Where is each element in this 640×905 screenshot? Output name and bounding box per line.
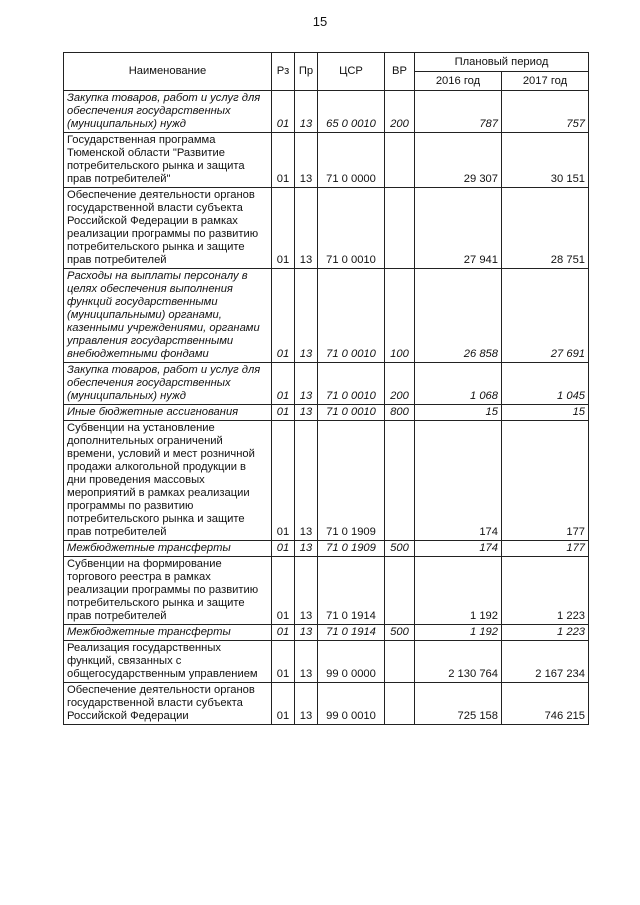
- cell-rz: 01: [272, 363, 295, 405]
- cell-2016: 1 192: [415, 625, 502, 641]
- cell-pr: 13: [295, 188, 318, 269]
- table-header: [64, 53, 589, 91]
- cell-pr: 13: [295, 269, 318, 363]
- cell-vr: 200: [385, 363, 415, 405]
- cell-csr: 71 0 1909: [318, 541, 385, 557]
- table-row: [64, 557, 589, 625]
- cell-rz: 01: [272, 625, 295, 641]
- table-body: [64, 91, 589, 725]
- cell-name: Закупка товаров, работ и услуг для обеспечения государственных (муниципальных) нужд: [64, 91, 272, 133]
- cell-pr: 13: [295, 91, 318, 133]
- table-row: [64, 683, 589, 725]
- cell-name: Реализация государственных функций, связанных с общегосударственным управлением: [64, 641, 272, 683]
- table-row: [64, 541, 589, 557]
- cell-pr: 13: [295, 625, 318, 641]
- cell-vr: 100: [385, 269, 415, 363]
- table-row: [64, 641, 589, 683]
- cell-2016: 174: [415, 541, 502, 557]
- table-row: [64, 421, 589, 541]
- cell-2016: 26 858: [415, 269, 502, 363]
- cell-2017: 27 691: [502, 269, 589, 363]
- cell-vr: 200: [385, 91, 415, 133]
- cell-2016: 1 192: [415, 557, 502, 625]
- cell-csr: 71 0 1914: [318, 557, 385, 625]
- cell-pr: 13: [295, 133, 318, 188]
- table-row: [64, 133, 589, 188]
- cell-2017: 757: [502, 91, 589, 133]
- cell-pr: 13: [295, 363, 318, 405]
- cell-vr: [385, 641, 415, 683]
- cell-2016: 725 158: [415, 683, 502, 725]
- cell-vr: [385, 683, 415, 725]
- cell-vr: [385, 557, 415, 625]
- cell-rz: 01: [272, 133, 295, 188]
- cell-rz: 01: [272, 91, 295, 133]
- cell-csr: 99 0 0010: [318, 683, 385, 725]
- cell-name: Обеспечение деятельности органов государственной власти субъекта Российской Федерации в рамках реализации программы по развитию потребительского рынка и защите прав потребителей: [64, 188, 272, 269]
- cell-name: Государственная программа Тюменской области "Развитие потребительского рынка и защита прав потребителей": [64, 133, 272, 188]
- cell-csr: 71 0 0010: [318, 269, 385, 363]
- cell-2017: 746 215: [502, 683, 589, 725]
- cell-2016: 787: [415, 91, 502, 133]
- cell-rz: 01: [272, 683, 295, 725]
- cell-rz: 01: [272, 405, 295, 421]
- cell-rz: 01: [272, 421, 295, 541]
- cell-2017: 1 045: [502, 363, 589, 405]
- cell-name: Расходы на выплаты персоналу в целях обеспечения выполнения функций государственными (муниципальными) органами, казенными учреждениями, органами управления государственными внебюджетными фондами: [64, 269, 272, 363]
- cell-name: Закупка товаров, работ и услуг для обеспечения государственных (муниципальных) нужд: [64, 363, 272, 405]
- cell-rz: 01: [272, 557, 295, 625]
- page-number: 15: [312, 14, 328, 29]
- cell-pr: 13: [295, 541, 318, 557]
- cell-2016: 1 068: [415, 363, 502, 405]
- cell-2017: 15: [502, 405, 589, 421]
- cell-2017: 1 223: [502, 557, 589, 625]
- cell-name: Межбюджетные трансферты: [64, 625, 272, 641]
- table-row: [64, 625, 589, 641]
- cell-vr: 500: [385, 625, 415, 641]
- header-year-2016: 2016 год: [415, 72, 502, 91]
- cell-name: Субвенции на формирование торгового реестра в рамках реализации программы по развитию потребительского рынка и защите прав потребителей: [64, 557, 272, 625]
- cell-2016: 2 130 764: [415, 641, 502, 683]
- cell-2017: 177: [502, 421, 589, 541]
- cell-2017: 2 167 234: [502, 641, 589, 683]
- cell-csr: 71 0 0000: [318, 133, 385, 188]
- cell-csr: 65 0 0010: [318, 91, 385, 133]
- table-row: [64, 269, 589, 363]
- header-name: Наименование: [64, 53, 272, 91]
- table-row: [64, 91, 589, 133]
- cell-2017: 177: [502, 541, 589, 557]
- table-row: [64, 363, 589, 405]
- cell-rz: 01: [272, 269, 295, 363]
- cell-rz: 01: [272, 541, 295, 557]
- cell-name: Межбюджетные трансферты: [64, 541, 272, 557]
- header-csr: ЦСР: [318, 53, 385, 91]
- cell-vr: [385, 133, 415, 188]
- header-year-2017: 2017 год: [502, 72, 589, 91]
- cell-vr: [385, 421, 415, 541]
- cell-name: Иные бюджетные ассигнования: [64, 405, 272, 421]
- cell-csr: 71 0 1914: [318, 625, 385, 641]
- cell-name: Обеспечение деятельности органов государственной власти субъекта Российской Федерации: [64, 683, 272, 725]
- cell-rz: 01: [272, 188, 295, 269]
- cell-2017: 1 223: [502, 625, 589, 641]
- cell-2016: 29 307: [415, 133, 502, 188]
- cell-2017: 28 751: [502, 188, 589, 269]
- table-row: [64, 188, 589, 269]
- cell-pr: 13: [295, 557, 318, 625]
- cell-csr: 71 0 0010: [318, 405, 385, 421]
- header-vr: ВР: [385, 53, 415, 91]
- cell-2016: 27 941: [415, 188, 502, 269]
- cell-pr: 13: [295, 683, 318, 725]
- cell-name: Субвенции на установление дополнительных ограничений времени, условий и мест розничной продажи алкогольной продукции в дни проведения массовых мероприятий в рамках реализации программы по развитию потребительского рынка и защите прав потребителей: [64, 421, 272, 541]
- cell-csr: 71 0 0010: [318, 188, 385, 269]
- table-row: [64, 405, 589, 421]
- cell-2016: 15: [415, 405, 502, 421]
- cell-pr: 13: [295, 405, 318, 421]
- header-rz: Рз: [272, 53, 295, 91]
- cell-vr: 500: [385, 541, 415, 557]
- cell-pr: 13: [295, 641, 318, 683]
- cell-csr: 99 0 0000: [318, 641, 385, 683]
- header-pr: Пр: [295, 53, 318, 91]
- cell-pr: 13: [295, 421, 318, 541]
- cell-csr: 71 0 1909: [318, 421, 385, 541]
- cell-2016: 174: [415, 421, 502, 541]
- cell-2017: 30 151: [502, 133, 589, 188]
- budget-table: [63, 52, 589, 725]
- header-planned-period: Плановый период: [415, 53, 589, 72]
- cell-rz: 01: [272, 641, 295, 683]
- cell-csr: 71 0 0010: [318, 363, 385, 405]
- cell-vr: [385, 188, 415, 269]
- cell-vr: 800: [385, 405, 415, 421]
